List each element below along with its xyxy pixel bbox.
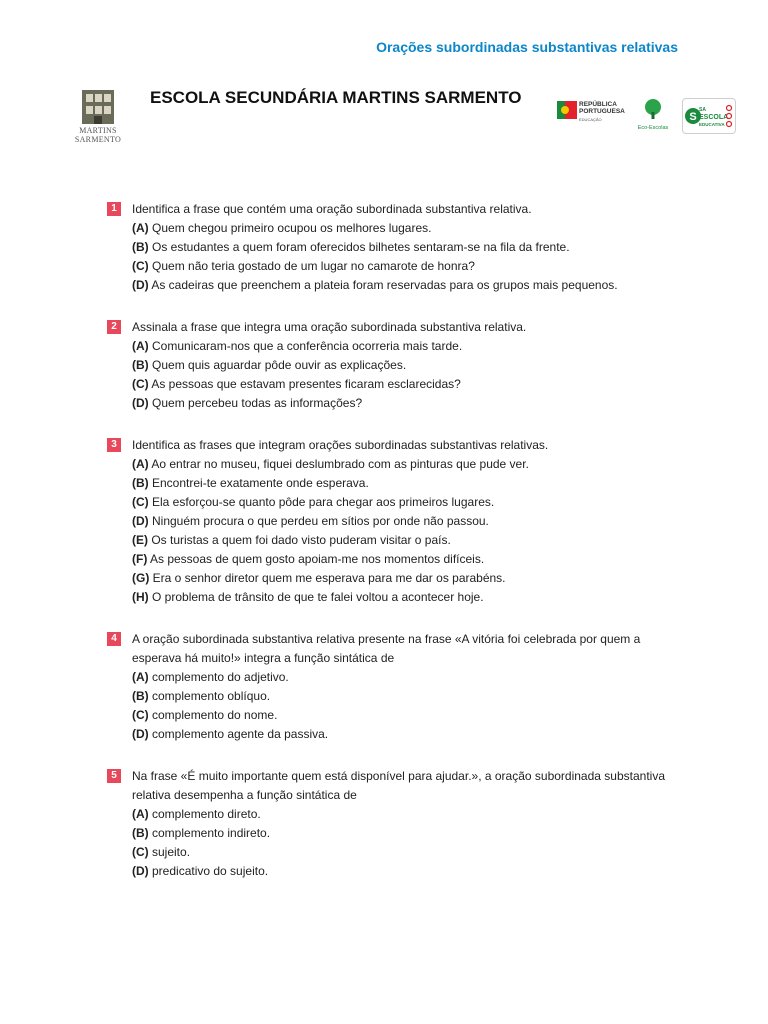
question-1 <box>107 200 667 295</box>
option-text: Os turistas a quem foi dado visto puderam visitar o país. <box>148 533 451 547</box>
option-a <box>107 337 667 356</box>
question-number-badge: 5 <box>107 769 121 783</box>
se-line3: EDUCATIVA <box>699 122 725 127</box>
svg-text:S: S <box>689 111 697 123</box>
se-line2: ESCOLA <box>699 114 729 121</box>
option-g <box>107 569 667 588</box>
option-text: complemento agente da passiva. <box>148 727 329 741</box>
option-a <box>107 805 667 824</box>
question-prompt: Na frase «É muito importante quem está disponível para ajudar.», a oração subordinada substantiva relativa desempenha a função sintática de <box>132 769 665 802</box>
option-letter: (A) <box>132 670 149 684</box>
option-text: Ninguém procura o que perdeu em sítios por onde não passou. <box>148 514 489 528</box>
option-text: As cadeiras que preenchem a plateia foram reservadas para os grupos mais pequenos. <box>148 278 618 292</box>
option-text: Quem percebeu todas as informações? <box>148 396 363 410</box>
option-text: predicativo do sujeito. <box>148 864 269 878</box>
option-text: Encontrei-te exatamente onde esperava. <box>148 476 369 490</box>
question-number-badge: 2 <box>107 320 121 334</box>
option-text: Quem não teria gostado de um lugar no camarote de honra? <box>148 259 475 273</box>
option-text: complemento do adjetivo. <box>148 670 289 684</box>
republica-portuguesa-logo <box>557 99 629 145</box>
rp-small: EDUCAÇÃO <box>579 117 602 122</box>
escola-educativa-logo <box>682 98 736 134</box>
option-c <box>107 375 667 394</box>
option-b <box>107 474 667 493</box>
rp-line1: REPÚBLICA <box>579 101 617 108</box>
option-letter: (A) <box>132 221 149 235</box>
school-logo <box>70 86 126 156</box>
option-e <box>107 531 667 550</box>
option-text: Quem quis aguardar pôde ouvir as explicações. <box>148 358 407 372</box>
option-text: Quem chegou primeiro ocupou os melhores lugares. <box>148 221 432 235</box>
eco-escolas-logo <box>637 98 669 132</box>
option-text: Comunicaram-nos que a conferência ocorreria mais tarde. <box>148 339 463 353</box>
question-prompt: A oração subordinada substantiva relativa presente na frase «A vitória foi celebrada por quem a esperava há muito!» integra a função sintática de <box>132 632 641 665</box>
option-text: complemento direto. <box>148 807 261 821</box>
option-letter: (C) <box>132 259 149 273</box>
option-letter: (D) <box>132 864 149 878</box>
option-letter: (B) <box>132 689 149 703</box>
option-b <box>107 356 667 375</box>
option-d <box>107 862 667 881</box>
option-text: As pessoas que estavam presentes ficaram esclarecidas? <box>148 377 461 391</box>
option-d <box>107 725 667 744</box>
se-line1: SA <box>699 107 706 113</box>
option-letter: (H) <box>132 590 149 604</box>
option-c <box>107 706 667 725</box>
school-logo-line1: MARTINS <box>79 126 117 135</box>
tree-icon <box>642 98 664 120</box>
eco-escolas-label: Eco-Escolas <box>637 125 669 131</box>
option-letter: (D) <box>132 278 149 292</box>
option-b <box>107 238 667 257</box>
option-letter: (D) <box>132 396 149 410</box>
option-text: Ao entrar no museu, fiquei deslumbrado com as pinturas que pude ver. <box>148 457 529 471</box>
option-text: Os estudantes a quem foram oferecidos bilhetes sentaram-se na fila da frente. <box>148 240 570 254</box>
question-prompt: Identifica as frases que integram orações subordinadas substantivas relativas. <box>132 438 549 452</box>
option-c <box>107 843 667 862</box>
option-letter: (A) <box>132 807 149 821</box>
worksheet-topic: Orações subordinadas substantivas relativas <box>376 39 678 55</box>
option-letter: (A) <box>132 339 149 353</box>
question-number-badge: 1 <box>107 202 121 216</box>
question-4 <box>107 630 667 744</box>
question-3 <box>107 436 667 607</box>
option-letter: (A) <box>132 457 149 471</box>
option-letter: (E) <box>132 533 148 547</box>
option-h <box>107 588 667 607</box>
option-b <box>107 824 667 843</box>
question-prompt: Assinala a frase que integra uma oração subordinada substantiva relativa. <box>132 320 527 334</box>
option-text: As pessoas de quem gosto apoiam-me nos momentos difíceis. <box>147 552 485 566</box>
school-logo-line2: SARMENTO <box>74 135 122 144</box>
question-2 <box>107 318 667 413</box>
option-text: Ela esforçou-se quanto pôde para chegar aos primeiros lugares. <box>148 495 495 509</box>
option-letter: (C) <box>132 377 149 391</box>
option-text: complemento do nome. <box>148 708 278 722</box>
option-d <box>107 394 667 413</box>
option-letter: (F) <box>132 552 148 566</box>
option-f <box>107 550 667 569</box>
option-letter: (B) <box>132 476 149 490</box>
option-a <box>107 668 667 687</box>
question-prompt: Identifica a frase que contém uma oração subordinada substantiva relativa. <box>132 202 532 216</box>
option-letter: (C) <box>132 708 149 722</box>
option-letter: (D) <box>132 514 149 528</box>
option-letter: (B) <box>132 240 149 254</box>
option-a <box>107 455 667 474</box>
option-letter: (G) <box>132 571 150 585</box>
question-5 <box>107 767 667 881</box>
rp-line2: PORTUGUESA <box>579 108 625 115</box>
option-text: complemento oblíquo. <box>148 689 271 703</box>
option-c <box>107 257 667 276</box>
option-letter: (C) <box>132 495 149 509</box>
option-text: sujeito. <box>148 845 191 859</box>
question-list <box>107 200 667 904</box>
option-letter: (D) <box>132 727 149 741</box>
option-text: O problema de trânsito de que te falei voltou a acontecer hoje. <box>148 590 484 604</box>
option-d <box>107 512 667 531</box>
school-building-icon <box>80 86 116 126</box>
option-letter: (C) <box>132 845 149 859</box>
option-text: Era o senhor diretor quem me esperava para me dar os parabéns. <box>149 571 506 585</box>
option-a <box>107 219 667 238</box>
option-letter: (B) <box>132 358 149 372</box>
option-letter: (B) <box>132 826 149 840</box>
option-text: complemento indireto. <box>148 826 271 840</box>
option-d <box>107 276 667 295</box>
flag-emblem-icon <box>557 99 577 121</box>
option-b <box>107 687 667 706</box>
school-name: ESCOLA SECUNDÁRIA MARTINS SARMENTO <box>150 88 522 107</box>
dots-icon <box>725 104 733 128</box>
question-number-badge: 4 <box>107 632 121 646</box>
option-c <box>107 493 667 512</box>
question-number-badge: 3 <box>107 438 121 452</box>
